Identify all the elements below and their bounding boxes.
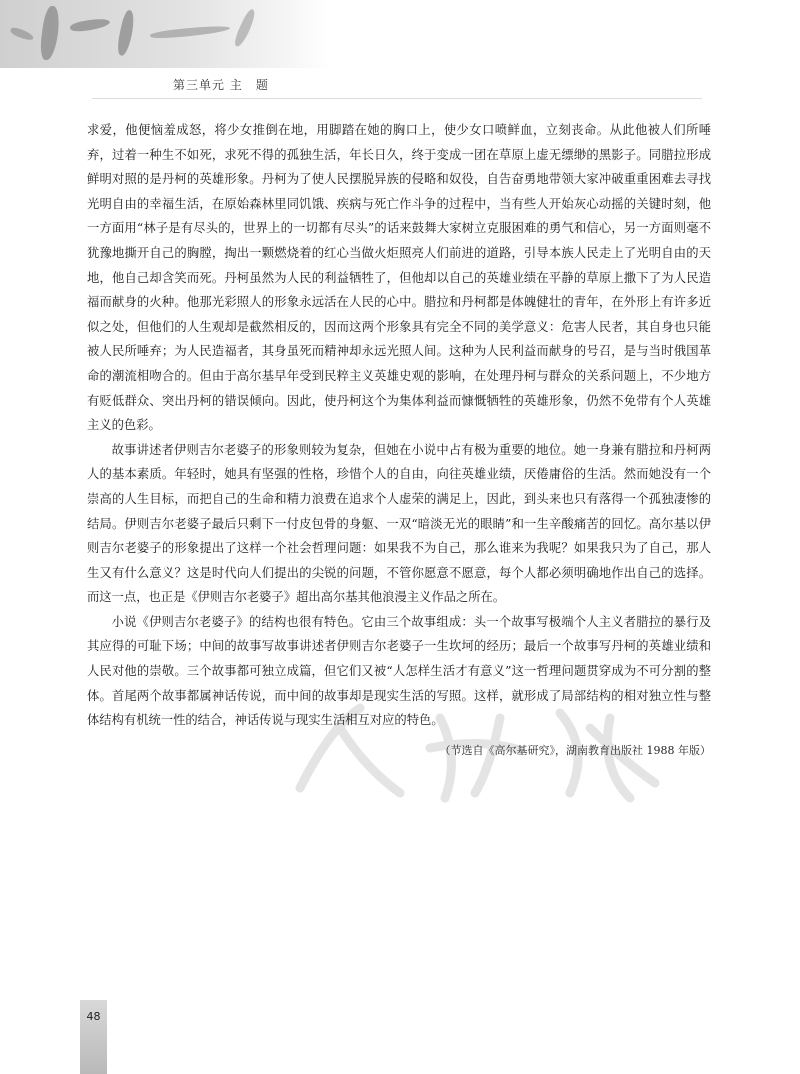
header-calligraphy-art: [0, 0, 330, 68]
page-number: 48: [86, 1010, 101, 1023]
article-body: [87, 118, 711, 733]
source-citation: （节选自《高尔基研究》，湖南教育出版社 1988 年版）: [439, 744, 711, 757]
header-divider: [92, 98, 702, 99]
unit-title: 第三单元 主 题: [173, 78, 269, 92]
paragraph-3: 小说《伊则吉尔老婆子》的结构也很有特色。它由三个故事组成：头一个故事写极端个人主义者腊拉的暴行及其应得的可耻下场；中间的故事写故事讲述者伊则吉尔老婆子一生坎坷的经历；最后一个故事写丹柯的英雄业绩和人民对他的崇敬。三个故事都可独立成篇，但它们又被“人怎样生活才有意义”这一哲理问题贯穿成为不可分割的整体。首尾两个故事都属神话传说，而中间的故事却是现实生活的写照。这样，就形成了局部结构的相对独立性与整体结构有机统一性的结合，神话传说与现实生活相互对应的特色。: [87, 614, 711, 728]
paragraph-2: 故事讲述者伊则吉尔老婆子的形象则较为复杂，但她在小说中占有极为重要的地位。她一身兼有腊拉和丹柯两人的基本素质。年轻时，她具有坚强的性格，珍惜个人的自由，向往英雄业绩，厌倦庸俗的生活。然而她没有一个崇高的人生目标，而把自己的生命和精力浪费在追求个人虚荣的满足上，因此，到头来也只有落得一个孤独凄惨的结局。伊则吉尔老婆子最后只剩下一付皮包骨的身躯、一双“暗淡无光的眼睛”和一生辛酸痛苦的回忆。高尔基以伊则吉尔老婆子的形象提出了这样一个社会哲理问题：如果我不为自己，那么谁来为我呢？如果我只为了自己，那人生又有什么意义？这是时代向人们提出的尖锐的问题，不管你愿意不愿意，每个人都必须明确地作出自己的选择。而这一点，也正是《伊则吉尔老婆子》超出高尔基其他浪漫主义作品之所在。: [87, 442, 711, 605]
paragraph-1: 求爱，他便恼羞成怒，将少女推倒在地，用脚踏在她的胸口上，使少女口喷鲜血，立刻丧命。从此他被人们所唾弃，过着一种生不如死，求死不得的孤独生活，年长日久，终于变成一团在草原上虚无缥缈的黑影子。同腊拉形成鲜明对照的是丹柯的英雄形象。丹柯为了使人民摆脱异族的侵略和奴役，自告奋勇地带领大家冲破重重困难去寻找光明自由的幸福生活，在原始森林里同饥饿、疾病与死亡作斗争的过程中，当有些人开始灰心动摇的关键时刻，他一方面用“林子是有尽头的，世界上的一切都有尽头”的话来鼓舞大家树立克服困难的勇气和信心，另一方面则毫不犹豫地撕开自己的胸膛，掏出一颗燃烧着的红心当做火炬照亮人们前进的道路，引导本族人民走上了光明自由的天地，他自己却含笑而死。丹柯虽然为人民的利益牺牲了，但他却以自己的英雄业绩在平静的草原上撒下了为人民造福而献身的火种。他那光彩照人的形象永远活在人民的心中。腊拉和丹柯都是体魄健壮的青年，在外形上有许多近似之处，但他们的人生观却是截然相反的，因而这两个形象具有完全不同的美学意义：危害人民者，其自身也只能被人民所唾弃；为人民造福者，其身虽死而精神却永远光照人间。这种为人民利益而献身的号召，是与当时俄国革命的潮流相吻合的。但由于高尔基早年受到民粹主义英雄史观的影响，在处理丹柯与群众的关系问题上，不少地方有贬低群众、突出丹柯的错误倾向。因此，使丹柯这个为集体利益而慷慨牺牲的英雄形象，仍然不免带有个人英雄主义的色彩。: [87, 123, 711, 433]
